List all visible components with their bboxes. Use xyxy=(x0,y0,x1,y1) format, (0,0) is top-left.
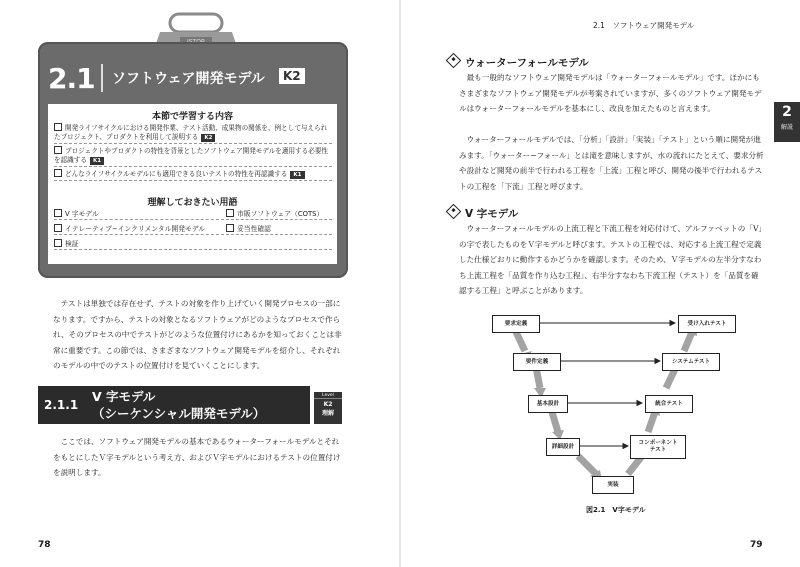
term-item: 市販ソフトウェア（COTS） xyxy=(226,209,332,220)
subsection-title: V 字モデル （シーケンシャル開発モデル） xyxy=(92,389,266,421)
v-model-diagram xyxy=(488,308,749,499)
node-integration-test: 統合テスト xyxy=(645,395,693,413)
checkbox-icon xyxy=(54,224,62,232)
title-divider xyxy=(101,64,103,92)
term-item: 検証 xyxy=(54,239,332,250)
page-gutter xyxy=(399,0,401,567)
checkbox-icon xyxy=(54,209,62,217)
node-requirements: 要求定義 xyxy=(492,315,540,333)
checkbox-icon xyxy=(54,239,62,247)
level-badge: Level K2 理解 xyxy=(314,392,342,424)
checkbox-icon xyxy=(54,146,62,154)
goal-text: 開発ライフサイクルにおける開発作業、テスト活動、成果物の関係を、例として与えられたプロジェクト、プロダクトを利用して説明する xyxy=(54,124,328,141)
goal-item xyxy=(54,123,332,144)
figure-caption: 図2.1 V字モデル xyxy=(586,506,646,514)
node-system-test: システムテスト xyxy=(662,353,720,371)
node-detail-design: 詳細設計 xyxy=(546,438,580,456)
goal-badge: K1 xyxy=(90,157,104,165)
node-acceptance-test: 受け入れテスト xyxy=(678,315,736,333)
intro-paragraph: テストは単独では存在せず、テストの対象を作り上げていく開発プロセスの一部になります。ですから、テストの対象となるソフトウェアがどのようなプロセスで作られ、そのプロセスの中でテストがどのような位置付けにあるかを知っておくことは非常に重要です。この節では、さまざまなソフトウェア開発モデルを紹介し、それぞれのモデルの中でのテストの位置付けを見ていくことにします。 xyxy=(53,299,342,371)
waterfall-para-1: 最も一般的なソフトウェア開発モデルは「ウォーターフォールモデル」です。ほかにもさまざまなソフトウェア開発モデルが考案されていますが、多くのソフトウェア開発モデルはウォーターフォールモデルを基本にし、改良を加えたものと言えます。 xyxy=(459,73,762,114)
running-head: 2.1 ソフトウェア開発モデル xyxy=(593,21,695,30)
node-basic-design: 基本設計 xyxy=(528,395,568,413)
flow-arrow xyxy=(684,332,692,351)
checkbox-icon xyxy=(226,209,234,217)
checkbox-icon xyxy=(226,224,234,232)
term-item: V 字モデル xyxy=(54,209,224,220)
node-implementation: 実装 xyxy=(592,476,634,494)
subsection-number: 2.1.1 xyxy=(44,398,79,412)
terms-heading: 理解しておきたい用語 xyxy=(147,198,238,208)
section-number: 2.1 xyxy=(48,62,95,95)
chapter-tab: 2 解説 xyxy=(774,102,800,142)
diamond-bullet-icon xyxy=(446,204,462,220)
goal-item xyxy=(54,146,332,167)
goal-badge: K1 xyxy=(290,171,304,179)
learn-heading: 本節で学習する内容 xyxy=(151,112,233,122)
goal-item xyxy=(54,169,332,181)
page-number-right: 79 xyxy=(750,540,763,550)
flow-arrow xyxy=(648,412,655,432)
subsection-paragraph: ここでは、ソフトウェア開発モデルの基本であるウォーターフォールモデルとそれをもとにしたＶ字モデルという考え方、およびＶ字モデルにおけるテストの位置付けを説明します。 xyxy=(53,437,341,478)
flow-arrow xyxy=(578,456,596,474)
goal-text: どんなライフサイクルモデルにも適用できる良いテストの特性を再認識する xyxy=(65,170,288,178)
term-item: 妥当性確認 xyxy=(226,224,332,235)
section-level-badge: K2 xyxy=(279,68,305,84)
waterfall-para-2: ウォーターフォールモデルでは、「分析」「設計」「実装」「テスト」という順に開発が進みます。「ウォーター−フォール」とは滝を意味しますが、水の流れにたとえて、要求分析や設計など開発の前半で行われる工程を「上流」工程と呼び、開発の後半で行われるテストの工程を「下流」工程と呼びます。 xyxy=(459,135,764,191)
node-component-test: コンポーネント テスト xyxy=(630,435,686,459)
vmodel-heading: V 字モデル xyxy=(448,206,518,221)
flow-arrow xyxy=(552,412,558,432)
checkbox-icon xyxy=(54,123,62,131)
learning-goals-sheet xyxy=(48,104,337,264)
section-title: ソフトウェア開発モデル xyxy=(112,71,265,87)
term-item: イテレーティブ−インクリメンタル開発モデル xyxy=(54,224,224,235)
flow-arrow xyxy=(516,332,525,351)
goal-badge: K2 xyxy=(201,134,215,142)
vmodel-para-1: ウォーターフォールモデルの上流工程と下流工程を対応付けて、アルファベットの「V」の字で表したものをＶ字モデルと呼びます。テストの工程では、対応する上流工程で定義した仕様どおりに動作するかどうかを確認します。そのため、Ｖ字モデルの左半分すなわち上流工程を「品質を作り込む工程」、右半分すなわち下流工程（テスト）を「品質を確認する工程」と呼ぶことがあります。 xyxy=(459,224,763,296)
page-number-left: 78 xyxy=(38,540,51,550)
waterfall-heading: ウォーターフォールモデル xyxy=(448,55,589,70)
checkbox-icon xyxy=(54,169,62,177)
goal-text: プロジェクトやプロダクトの特性を背景としたソフトウェア開発モデルを適用する必要性を認識する xyxy=(54,147,329,164)
node-spec-definition: 要件定義 xyxy=(513,353,561,371)
diamond-bullet-icon xyxy=(446,53,462,69)
